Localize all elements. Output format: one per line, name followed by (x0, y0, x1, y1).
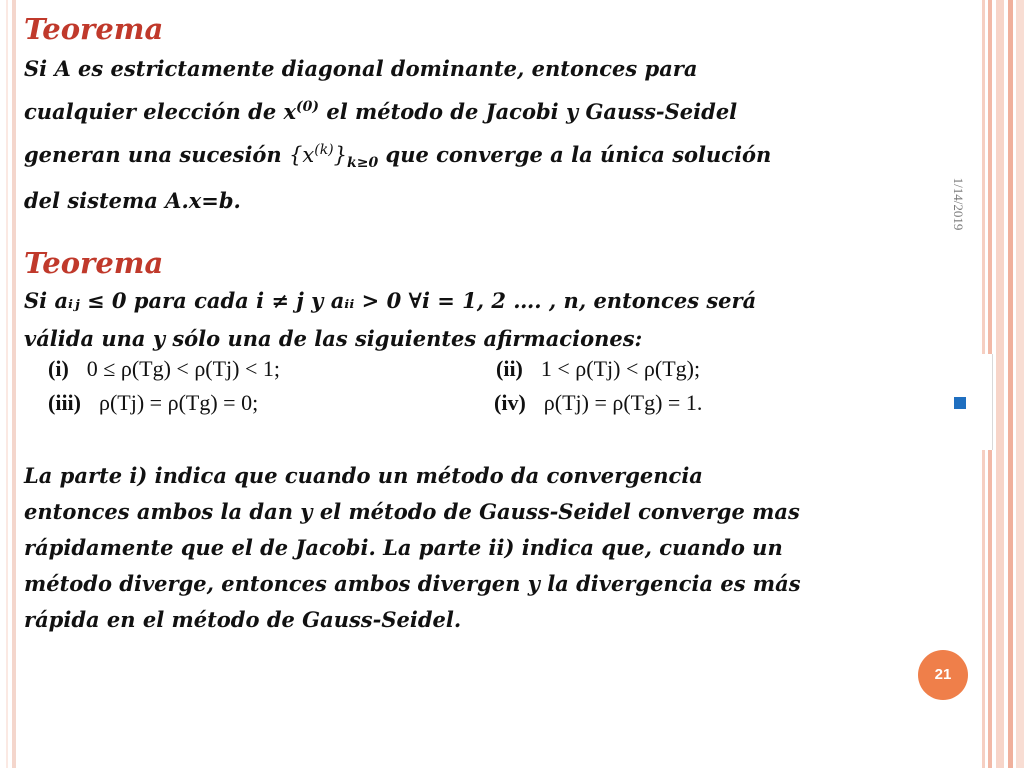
condition-item (48, 390, 258, 416)
condition-item (494, 390, 702, 416)
theorem1-line (24, 88, 771, 131)
text-run: que converge a la única solución (378, 142, 772, 167)
condition-label: (ii) (496, 356, 523, 381)
explanation-line: entonces ambos la dan y el método de Gauss-Seidel converge mas (24, 499, 800, 524)
right-decor-stripe (996, 0, 1004, 768)
explanation-line: rápidamente que el de Jacobi. La parte ii) indica que, cuando un (24, 535, 783, 560)
math-superscript: (k) (314, 142, 334, 158)
right-decor-stripe (1008, 0, 1013, 768)
condition-expr: 0 ≤ ρ(Tg) < ρ(Tj) < 1; (86, 356, 281, 381)
math-subscript: k≥0 (347, 155, 379, 172)
blue-square-marker (954, 397, 966, 409)
left-border-line (12, 0, 16, 768)
theorem2-text (24, 282, 756, 358)
explanation-text (24, 458, 801, 638)
theorem1-line (24, 131, 771, 182)
theorem2-line: válida una y sólo una de las siguientes afirmaciones: (24, 326, 643, 351)
explanation-line: método diverge, entonces ambos divergen y la divergencia es más (24, 571, 801, 596)
math-superscript: (0) (296, 99, 320, 115)
page-number-badge: 21 (918, 650, 968, 700)
condition-label: (iv) (494, 390, 526, 415)
slide-date: 1/14/2019 (951, 177, 966, 231)
condition-item (496, 356, 700, 382)
condition-expr: ρ(Tj) = ρ(Tg) = 1. (543, 390, 703, 415)
right-decor-stripe (1016, 0, 1024, 768)
theorem-heading: Teorema (24, 246, 164, 280)
side-panel-edge (978, 354, 993, 450)
explanation-line: La parte i) indica que cuando un método da convergencia (24, 463, 703, 488)
math-x: x (283, 99, 297, 124)
theorem1-line: del sistema A.x=b. (24, 188, 241, 214)
explanation-line: rápida en el método de Gauss-Seidel. (24, 607, 462, 632)
theorem1-text (24, 50, 771, 220)
theorem-heading: Teorema (24, 12, 164, 46)
text-run: cualquier elección de (24, 99, 284, 124)
condition-label: (i) (48, 356, 69, 381)
condition-item (48, 356, 280, 382)
condition-label: (iii) (48, 390, 81, 415)
math-brace: } (333, 143, 348, 167)
text-run: el método de Jacobi y Gauss-Seidel (319, 99, 738, 124)
theorem2-line: Si aᵢⱼ ≤ 0 para cada i ≠ j y aᵢᵢ > 0 ∀i = 1, 2 …. , n, entonces será (24, 288, 757, 313)
theorem1-line: Si A es estrictamente diagonal dominante, entonces para (24, 56, 698, 81)
math-sequence: {x (289, 143, 315, 167)
left-border-line (6, 0, 8, 768)
condition-expr: 1 < ρ(Tj) < ρ(Tg); (540, 356, 701, 381)
condition-expr: ρ(Tj) = ρ(Tg) = 0; (99, 390, 259, 415)
text-run: generan una sucesión (24, 142, 290, 167)
